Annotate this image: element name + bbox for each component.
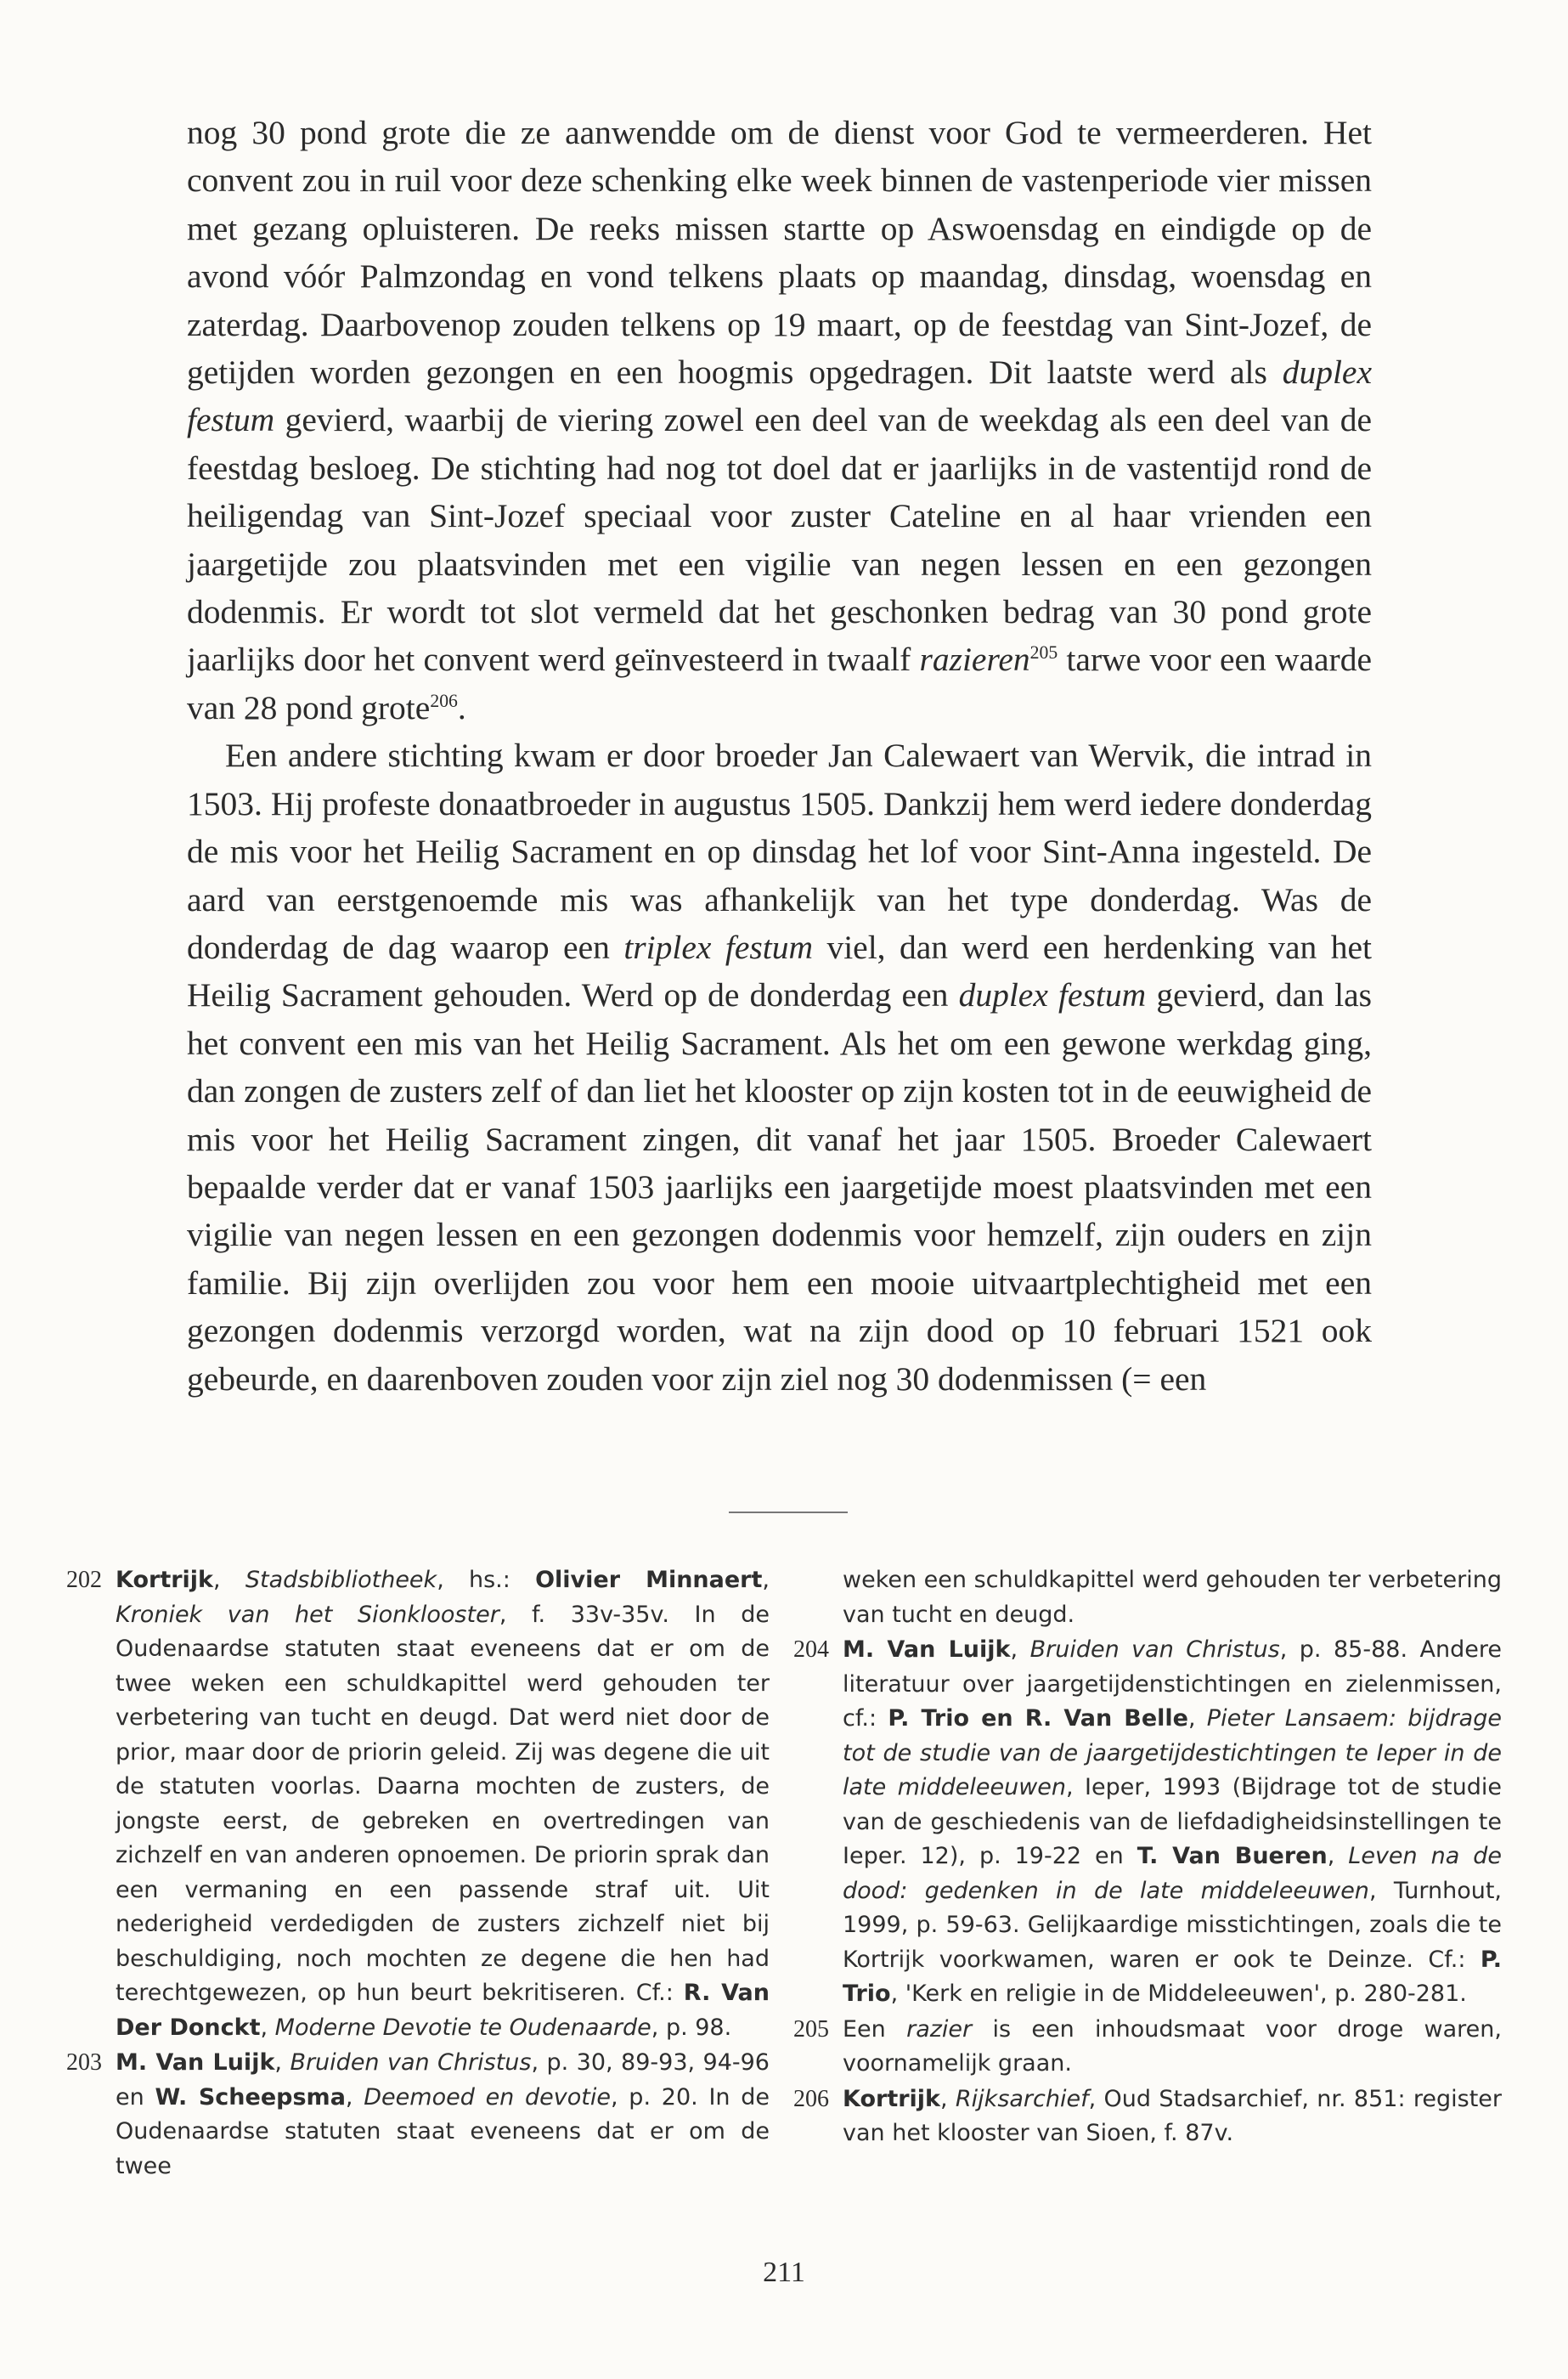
footnote-206: 206 Kortrijk, Rijksarchief, Oud Stadsarchief, nr. 851: register van het klooster van Sioen, f. 87v. <box>788 2082 1502 2151</box>
footnote-203: 203 M. Van Luijk, Bruiden van Christus, p. 30, 89-93, 94-96 en W. Scheepsma, Deemoed en devotie, p. 20. In de Oudenaardse statuten staat eveneens dat er om de twee <box>61 2046 770 2184</box>
italic-term: razieren <box>919 641 1030 679</box>
footnote-205: 205 Een razier is een inhoudsmaat voor droge waren, voornamelijk graan. <box>788 2013 1502 2082</box>
footnote-204: 204 M. Van Luijk, Bruiden van Christus, p. 85-88. Andere literatuur over jaargetijdenstichtingen en zielenmissen, cf.: P. Trio en R. Van Belle, Pieter Lansaem: bijdrage tot de studie van de jaargetijdestichtingen te Ieper in de late middeleeuwen, Ieper, 1993 (Bijdrage tot de studie van de geschiedenis van de liefdadigheidsinstellingen te Ieper. 12), p. 19-22 en T. Van Bueren, Leven na de dood: gedenken in de late middeleeuwen, Turnhout, 1999, p. 59-63. Gelijkaardige misstichtingen, zoals die te Kortrijk voorkwamen, waren er ook te Deinze. Cf.: P. Trio, 'Kerk en religie in de Middeleeuwen', p. 280-281. <box>788 1633 1502 2012</box>
footnote-number: 206 <box>793 2085 829 2112</box>
footnote-ref-205[interactable]: 205 <box>1029 642 1058 664</box>
footnote-ref-206[interactable]: 206 <box>430 690 458 711</box>
italic-term: duplex festum <box>958 976 1147 1014</box>
footnote-number: 204 <box>793 1636 829 1663</box>
footnotes-left-column <box>61 1563 770 2184</box>
italic-term: triplex festum <box>623 928 813 966</box>
footnote-203-continued: weken een schuldkapittel werd gehouden ter verbetering van tucht en deugd. <box>843 1567 1502 1628</box>
main-text <box>187 109 1372 1403</box>
footnote-number: 203 <box>66 2049 102 2076</box>
footnote-202: 202 Kortrijk, Stadsbibliotheek, hs.: Olivier Minnaert, Kroniek van het Sionklooster, f. 33v-35v. In de Oudenaardse statuten staat eveneens dat er om de twee weken een schuldkapittel werd gehouden ter verbetering van tucht en deugd. Dat werd niet door de prior, maar door de priorin geleid. Zij was degene die uit de statuten voorlas. Daarna mochten de zusters, de jongste eerst, de gebreken en overtredingen van zichzelf en van anderen opnoemen. De priorin sprak dan een vermaning en een passende straf uit. Uit nederigheid verdedigden de zusters zichzelf niet bij beschuldiging, noch mochten ze degene die hen had terechtgewezen, op hun beurt bekritiseren. Cf.: R. Van Der Donckt, Moderne Devotie te Oudenaarde, p. 98. <box>61 1563 770 2045</box>
italic-term: duplex festum <box>187 353 1372 439</box>
footnote-number: 202 <box>66 1567 102 1593</box>
footnote-number: 205 <box>793 2015 829 2043</box>
page-number: 211 <box>763 2257 805 2288</box>
paragraph-2: Een andere stichting kwam er door broeder Jan Calewaert van Wervik, die intrad in 1503. Hij profeste donaatbroeder in augustus 1505. Dankzij hem werd iedere donderdag de mis voor het Heilig Sacrament en op dinsdag het lof voor Sint-Anna ingesteld. De aard van eerstgenoemde mis was afhankelijk van het type donderdag. Was de donderdag de dag waarop een triplex festum viel, dan werd een herdenking van het Heilig Sacrament gehouden. Werd op de donderdag een duplex festum gevierd, dan las het convent een mis van het Heilig Sacrament. Als het om een gewone werkdag ging, dan zongen de zusters zelf of dan liet het klooster op zijn kosten tot in de eeuwigheid de mis voor het Heilig Sacrament zingen, dit vanaf het jaar 1505. Broeder Calewaert bepaalde verder dat er vanaf 1503 jaarlijks een jaargetijde moest plaatsvinden met een vigilie van negen lessen en een gezongen dodenmis voor hemzelf, zijn ouders en zijn familie. Bij zijn overlijden zou voor hem een mooie uitvaartplechtigheid met een gezongen dodenmis verzorgd worden, wat na zijn dood op 10 februari 1521 ook gebeurde, en daarenboven zouden voor zijn ziel nog 30 dodenmissen (= een <box>187 737 1372 1398</box>
footnotes-right-column <box>788 1563 1502 2152</box>
footnote-separator <box>729 1512 848 1513</box>
paragraph-1: nog 30 pond grote die ze aanwendde om de dienst voor God te vermeerderen. Het convent zou in ruil voor deze schenking elke week binnen de vastenperiode vier missen met gezang opluisteren. De reeks missen startte op Aswoensdag en eindigde op de avond vóór Palmzondag en vond telkens plaats op maandag, dinsdag, woensdag en zaterdag. Daarbovenop zouden telkens op 19 maart, op de feestdag van Sint-Jozef, de getijden worden gezongen en een hoogmis opgedragen. Dit laatste werd als duplex festum gevierd, waarbij de viering zowel een deel van de weekdag als een deel van de feestdag besloeg. De stichting had nog tot doel dat er jaarlijks in de vastentijd rond de heiligendag van Sint-Jozef speciaal voor zuster Cateline en al haar vrienden een jaargetijde zou plaatsvinden met een vigilie van negen lessen en een gezongen dodenmis. Er wordt tot slot vermeld dat het geschonken bedrag van 30 pond grote jaarlijks door het convent werd geïnvesteerd in twaalf razieren$^{205}$ tarwe voor een waarde van 28 pond grote$^{206}$. <box>187 114 1372 726</box>
